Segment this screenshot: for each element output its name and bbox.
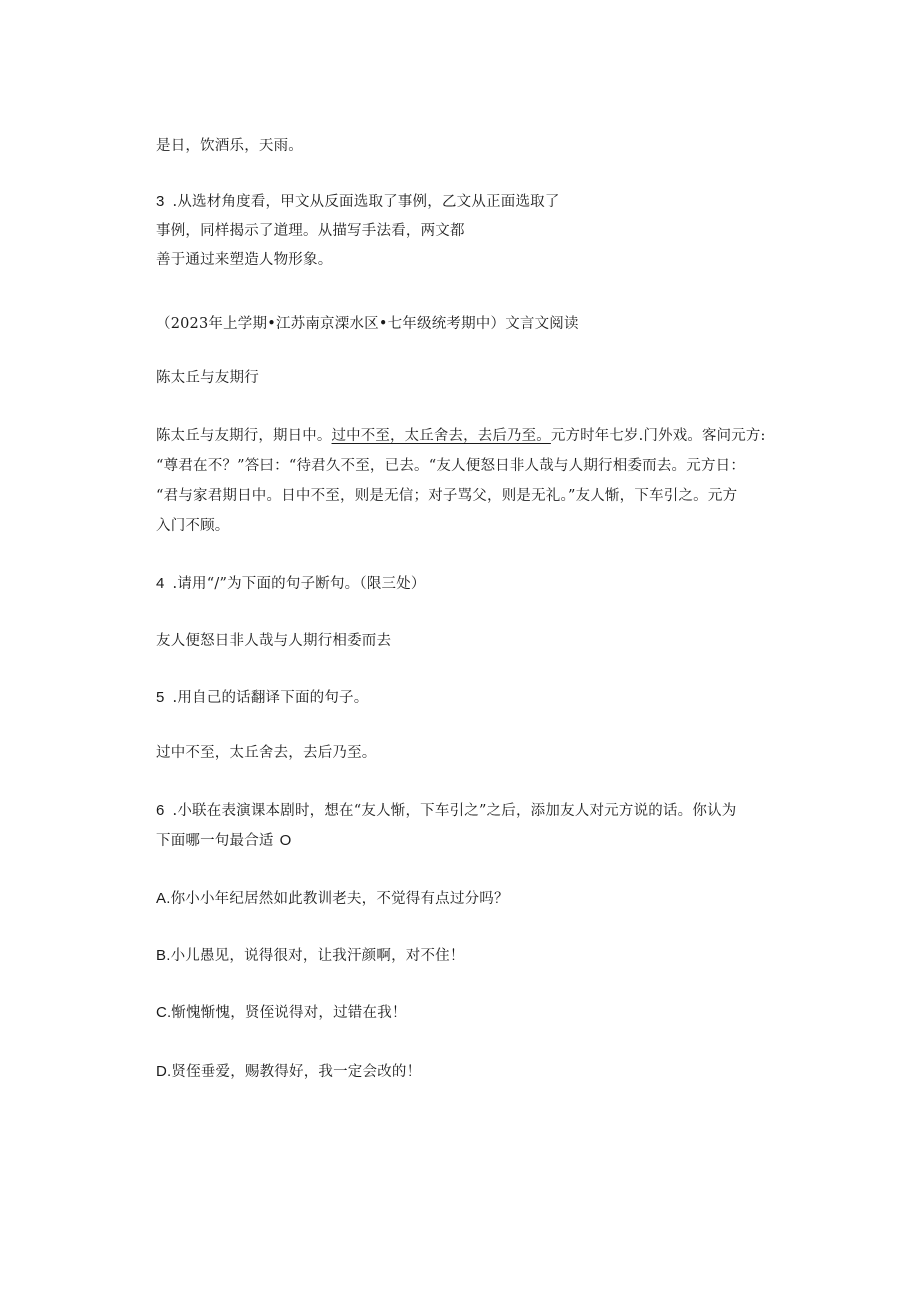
question-3-number: 3 (156, 193, 165, 210)
option-a (156, 889, 509, 909)
option-b (156, 946, 465, 966)
option-b-letter: B. (156, 947, 171, 964)
question-3-line-3: 善于通过来塑造人物形象。 (156, 252, 333, 268)
question-6-text: .小联在表演课本剧时，想在“友人惭，下车引之”之后，添加友人对元方说的话。你认为 (172, 803, 737, 819)
option-a-text: 你小小年纪居然如此教训老夫，不觉得有点过分吗？ (170, 891, 509, 907)
passage-line-1 (156, 426, 766, 446)
option-a-letter: A. (156, 890, 171, 907)
question-4-text: .请用“/”为下面的句子断句。（限三处） (172, 576, 426, 592)
question-6-number: 6 (156, 802, 165, 819)
question-4-number: 4 (156, 575, 165, 592)
question-5-sentence: 过中不至，太丘舍去，去后乃至。 (156, 745, 377, 761)
passage-title: 陈太丘与友期行 (156, 370, 259, 386)
passage-line-4: 入门不顾。 (156, 518, 230, 534)
source-line: （2023年上学期•江苏南京溧水区•七年级统考期中）文言文阅读 (156, 316, 579, 332)
passage-line-2: “尊君在不？”答曰：“待君久不至，已去。“友人便怒日非人哉与人期行相委而去。元方日： (156, 458, 746, 474)
option-c (156, 1003, 407, 1023)
question-4-sentence: 友人便怒日非人哉与人期行相委而去 (156, 633, 392, 649)
underlined-sentence: 过中不至，太丘舍去，去后乃至。 (331, 428, 551, 444)
question-5-line (156, 688, 368, 708)
question-5-text: .用自己的话翻译下面的句子。 (172, 690, 369, 706)
question-5-number: 5 (156, 689, 165, 706)
option-d (156, 1062, 421, 1082)
question-6-text-2: 下面哪一句最合适 (156, 833, 274, 849)
question-6-line-2 (156, 831, 291, 851)
answer-line-text: 是日，饮酒乐，天雨。 (156, 138, 303, 154)
passage-text: 元方时年七岁.门外戏。客问元方: (550, 428, 766, 444)
question-3-line-2: 事例，同样揭示了道理。从描写手法看，两文都 (156, 223, 465, 239)
option-c-letter: C. (156, 1004, 172, 1021)
answer-blank-mark: O (279, 832, 292, 849)
question-6-line-1 (156, 801, 736, 821)
option-b-text: 小儿愚见，说得很对，让我汗颜啊，对不住！ (170, 948, 465, 964)
option-c-text: 惭愧惭愧，贤侄说得对，过错在我！ (171, 1005, 407, 1021)
option-d-letter: D. (156, 1063, 172, 1080)
passage-line-3: “君与家君期日中。日中不至，则是无信；对子骂父，则是无礼。”友人惭，下车引之。元方 (156, 488, 738, 504)
question-3-text: .从选材角度看，甲文从反面选取了事例，乙文从正面选取了 (172, 194, 560, 210)
question-3-line-1 (156, 192, 560, 212)
option-d-text: 贤侄垂爱，赐教得好，我一定会改的！ (171, 1064, 422, 1080)
passage-text: 陈太丘与友期行，期日中。 (156, 428, 332, 444)
question-4-line (156, 574, 426, 594)
